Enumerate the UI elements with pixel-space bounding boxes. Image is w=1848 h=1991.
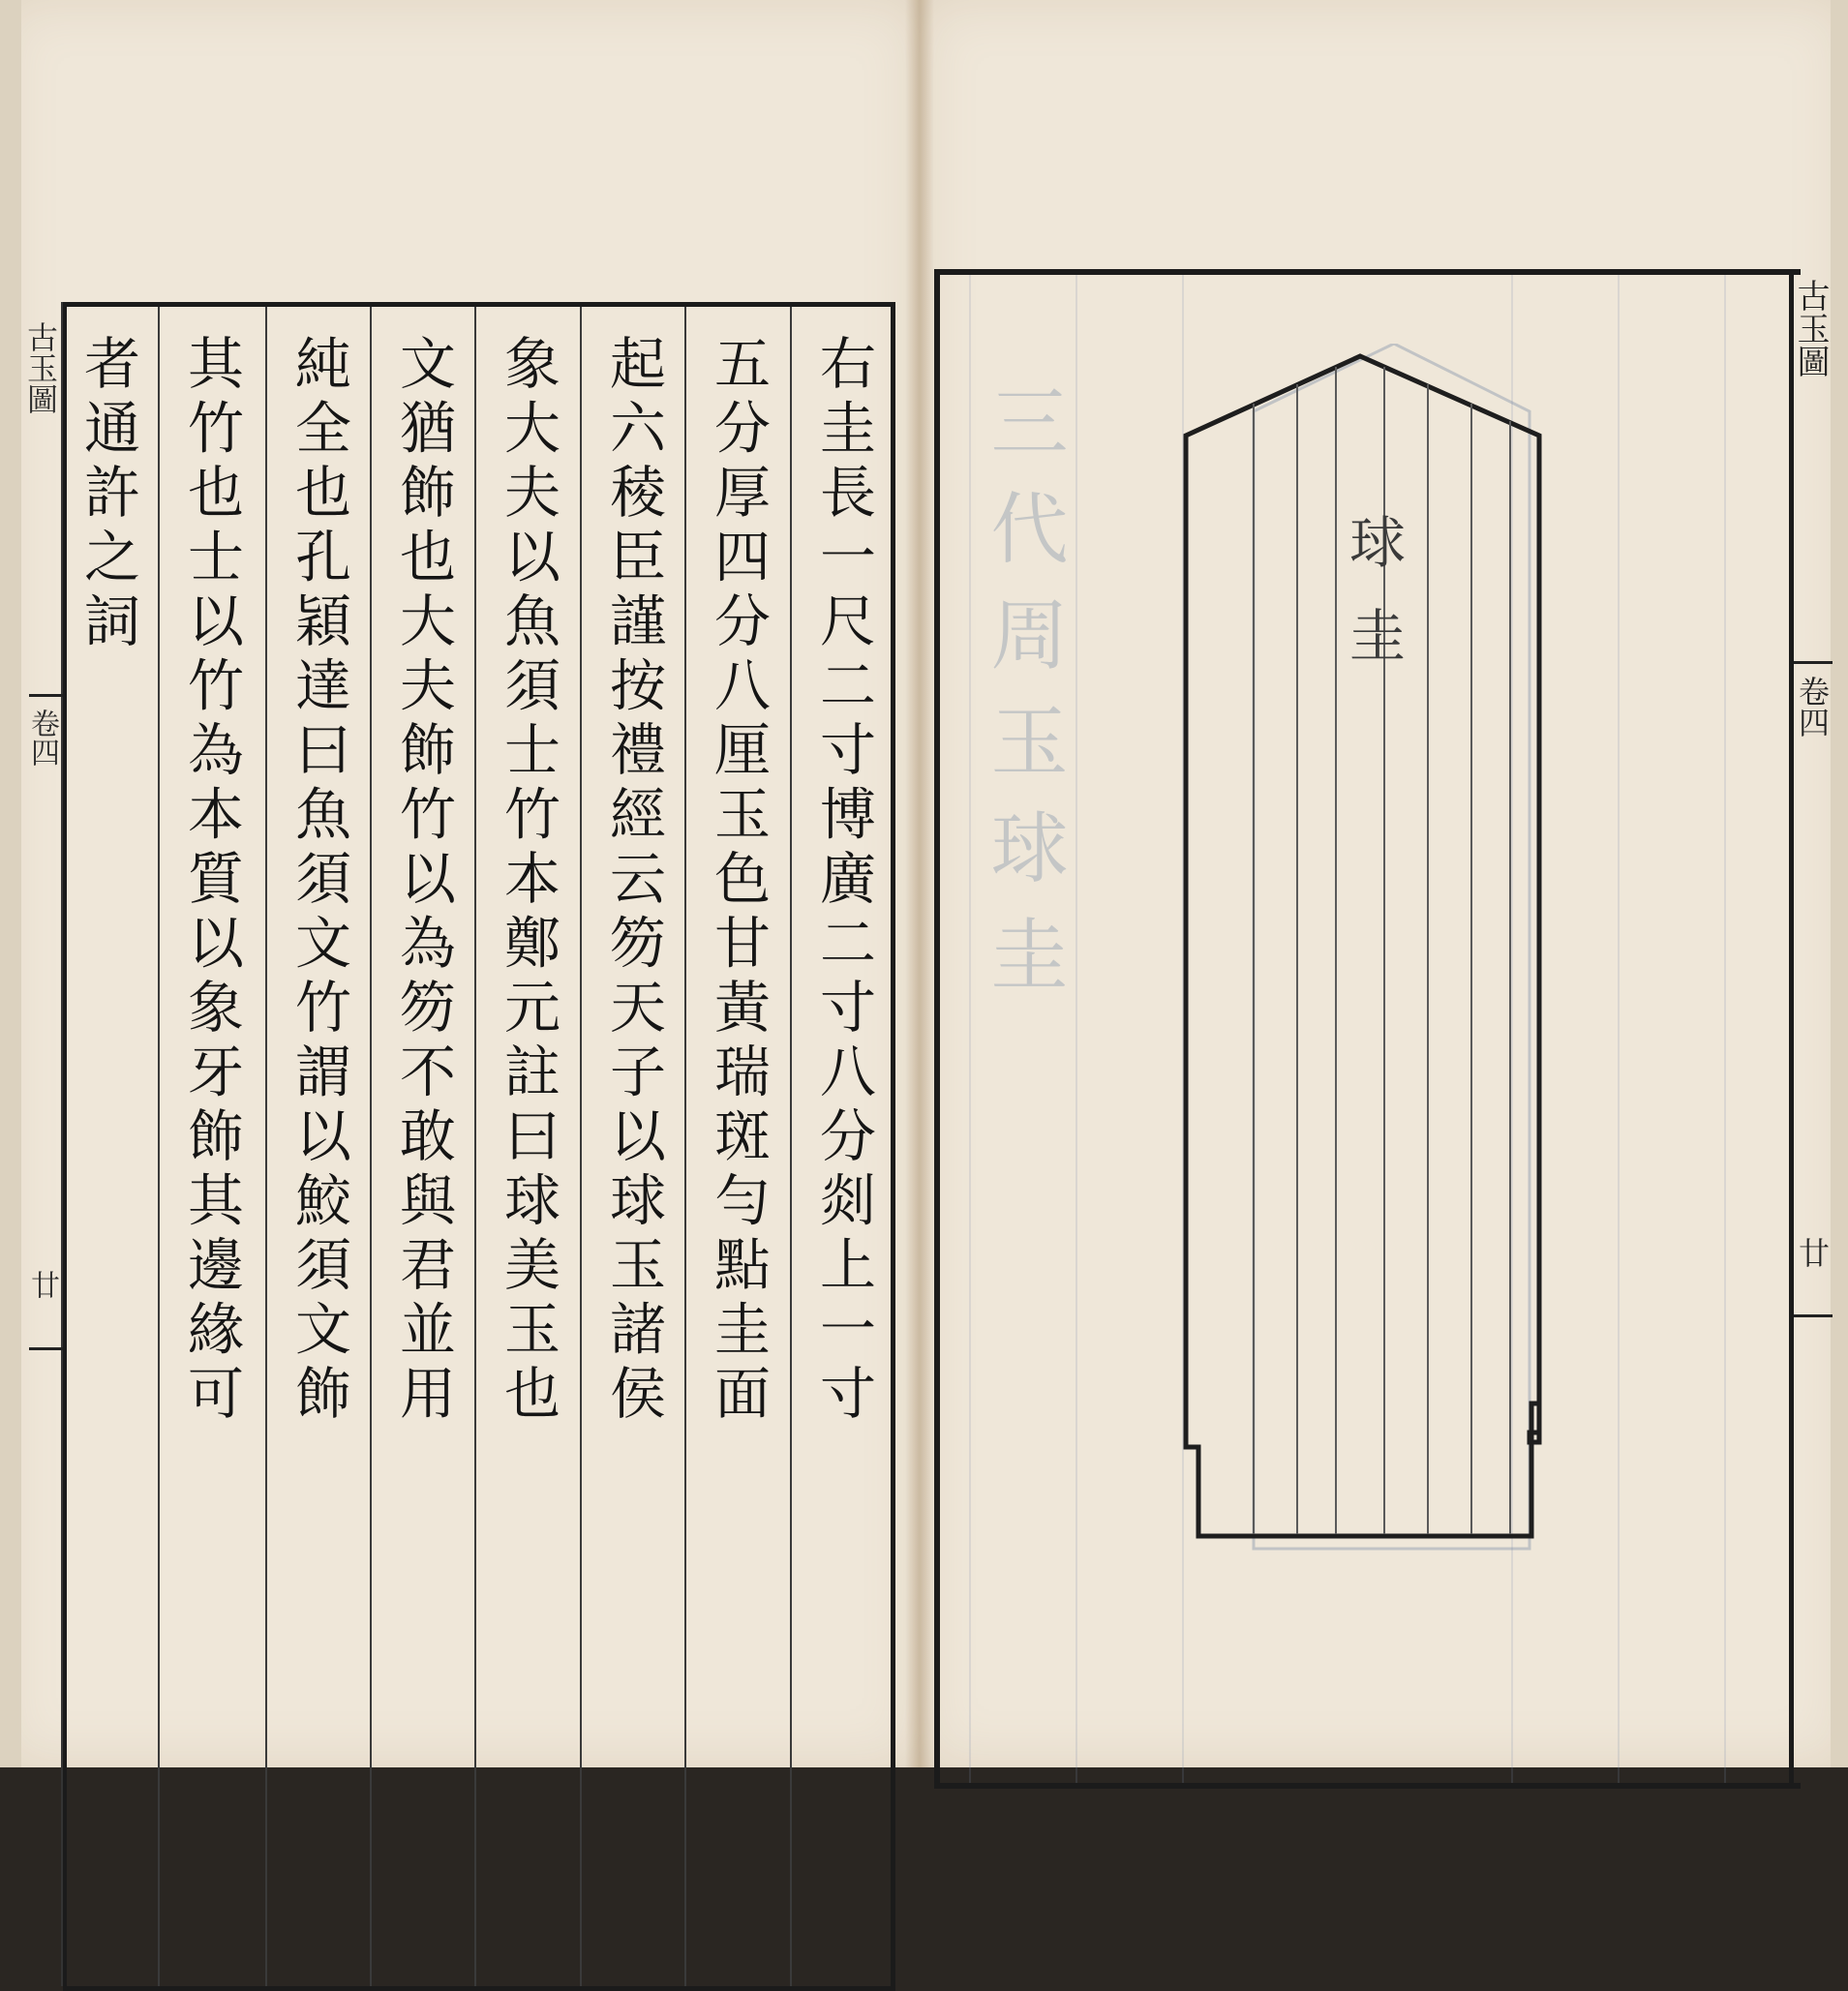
show-through-rule (1618, 275, 1620, 1783)
margin-volume: 卷四 (25, 709, 59, 767)
right-margin-column (1789, 269, 1832, 1789)
show-through-heading: 三代周玉球圭 (978, 381, 1068, 1020)
margin-divider (29, 694, 63, 697)
text-column-2: 五分厚四分八厘玉色甘黃瑞斑勻點圭面 (705, 334, 771, 1429)
text-column-5: 文猶飾也大夫飾竹以為笏不敢與君並用 (390, 334, 456, 1429)
column-rule (684, 307, 686, 1986)
text-column-1: 右圭長一尺二寸博廣二寸八分剡上一寸 (810, 334, 876, 1429)
margin-page-number: 廿 (25, 1270, 59, 1299)
left-margin-column (22, 302, 63, 1986)
text-column-8: 者通許之詞 (75, 334, 140, 656)
column-rule (370, 307, 372, 1986)
margin-book-title: 古玉圖 (22, 321, 59, 414)
gutter-shadow (905, 0, 934, 1767)
margin-divider (1794, 1314, 1833, 1317)
column-rule (790, 307, 792, 1986)
text-column-7: 其竹也士以竹為本質以象牙飾其邊緣可 (178, 334, 244, 1429)
text-frame (22, 302, 910, 1986)
column-rule (474, 307, 476, 1986)
column-rule (580, 307, 582, 1986)
page-edge (1831, 0, 1848, 1767)
show-through-rule (1724, 275, 1726, 1783)
show-through-rule (969, 275, 971, 1783)
show-through-rule (1075, 275, 1077, 1783)
margin-volume: 卷四 (1794, 676, 1831, 738)
page-edge (0, 0, 21, 1767)
tablet-label: 球圭 (1340, 513, 1406, 699)
text-column-4: 象大夫以魚須士竹本鄭元註曰球美玉也 (495, 334, 560, 1429)
margin-book-title: 古玉圖 (1791, 279, 1830, 377)
text-column-6: 純全也孔穎達曰魚須文竹謂以鮫須文飾 (286, 334, 351, 1429)
margin-divider (1794, 661, 1833, 664)
text-box (63, 302, 895, 1991)
text-column-3: 起六稜臣謹按禮經云笏天子以球玉諸侯 (600, 334, 666, 1429)
margin-divider (29, 1347, 63, 1350)
left-page (0, 0, 920, 1767)
margin-page-number: 廿 (1794, 1237, 1831, 1268)
column-rule (265, 307, 267, 1986)
column-rule (158, 307, 160, 1986)
